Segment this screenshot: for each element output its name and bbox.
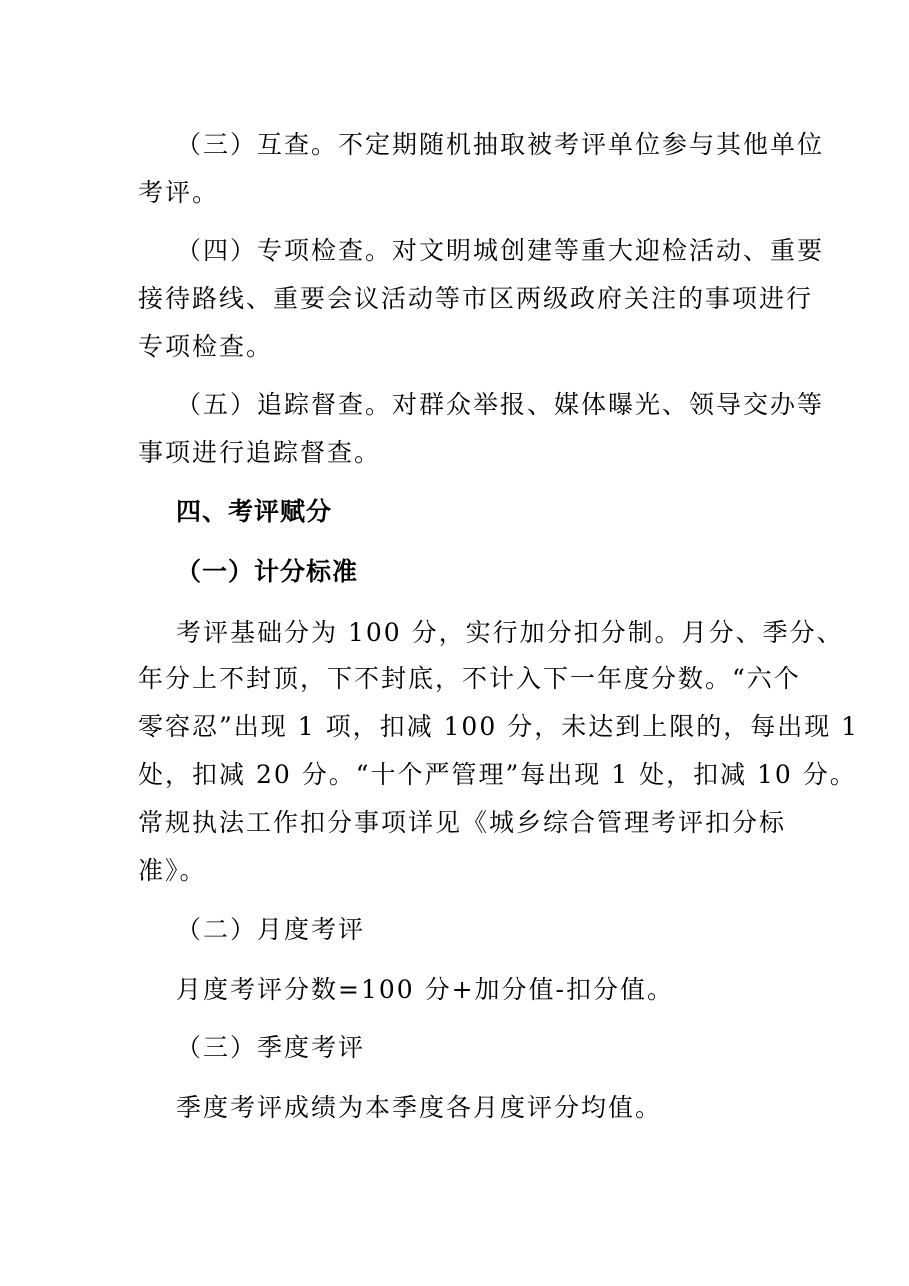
subsection-heading: （三）季度考评 — [176, 1033, 366, 1062]
paragraph-line: 考评基础分为 100 分，实行加分扣分制。月分、季分、 — [176, 618, 844, 647]
subsection-heading: （一）计分标准 — [176, 557, 359, 586]
paragraph-line: 零容忍”出现 1 项，扣减 100 分，未达到上限的，每出现 1 — [138, 712, 860, 741]
paragraph-line: （五）追踪督查。对群众举报、媒体曝光、领导交办等 — [176, 390, 825, 419]
paragraph-line: 常规执法工作扣分事项详见《城乡综合管理考评扣分标 — [138, 808, 787, 837]
subsection-heading: （二）月度考评 — [176, 915, 366, 944]
paragraph-line: 事项进行追踪督查。 — [138, 438, 382, 467]
paragraph-line: 准》。 — [138, 856, 207, 885]
paragraph-line: 季度考评成绩为本季度各月度评分均值。 — [176, 1093, 663, 1122]
paragraph-line: 年分上不封顶，下不封底，不计入下一年度分数。“六个 — [138, 664, 801, 693]
paragraph-line: 月度考评分数=100 分+加分值-扣分值。 — [176, 975, 675, 1004]
paragraph-line: 考评。 — [138, 178, 220, 207]
paragraph-line: （三）互查。不定期随机抽取被考评单位参与其他单位 — [176, 130, 825, 159]
paragraph-line: 接待路线、重要会议活动等市区两级政府关注的事项进行 — [138, 284, 814, 313]
paragraph-line: （四）专项检查。对文明城创建等重大迎检活动、重要 — [176, 236, 825, 265]
section-heading: 四、考评赋分 — [176, 497, 333, 526]
paragraph-line: 处，扣减 20 分。“十个严管理”每出现 1 处，扣减 10 分。 — [138, 760, 857, 789]
paragraph-line: 专项检查。 — [138, 332, 274, 361]
